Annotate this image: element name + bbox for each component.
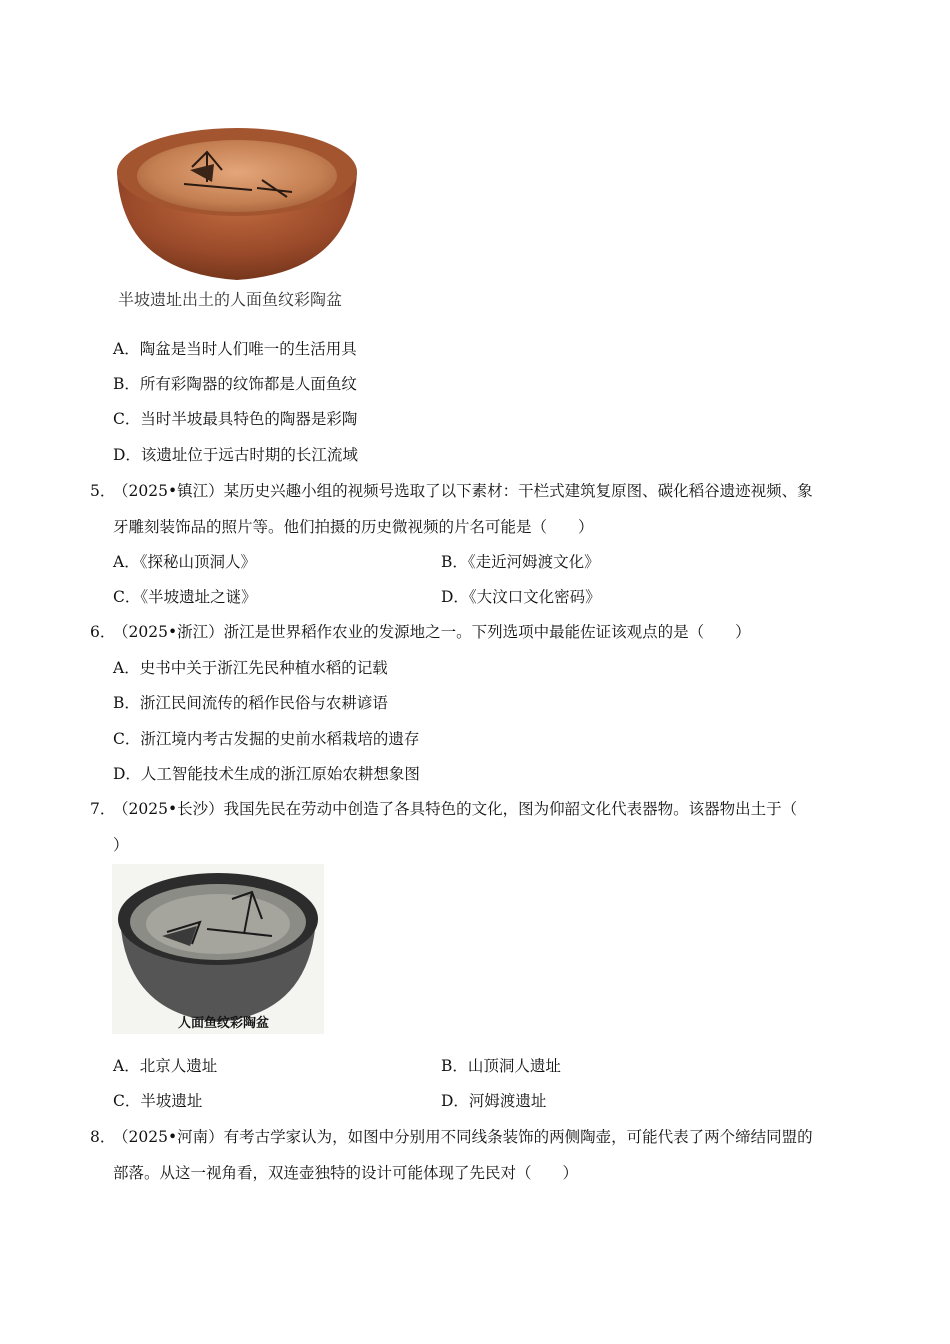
q7-option-c: C．半坡遗址 <box>113 1092 203 1110</box>
q8-stem-line1: （2025•河南）有考古学家认为，如图中分别用不同线条装饰的两侧陶壶，可能代表了两个缔结同盟的 <box>113 1128 813 1146</box>
q8-stem-line2: 部落。从这一视角看，双连壶独特的设计可能体现了先民对（ ） <box>113 1164 579 1182</box>
sketch-bowl-illustration <box>112 864 324 1034</box>
pottery-bowl-photo <box>112 122 362 287</box>
q4-option-b: B．所有彩陶器的纹饰都是人面鱼纹 <box>113 375 357 393</box>
q5-option-c: C．《半坡遗址之谜》 <box>113 588 257 606</box>
q8-number: 8． <box>90 1128 116 1146</box>
q5-option-d: D．《大汶口文化密码》 <box>441 588 601 606</box>
figure2-caption: 人面鱼纹彩陶盆 <box>178 1016 270 1031</box>
q5-stem-line1: （2025•镇江）某历史兴趣小组的视频号选取了以下素材：干栏式建筑复原图、碳化稻谷遗迹视频、象 <box>113 482 813 500</box>
q6-number: 6． <box>90 623 116 641</box>
q7-stem-line2: ） <box>113 836 129 854</box>
q5-option-b: B．《走近河姆渡文化》 <box>441 553 600 571</box>
pottery-bowl-illustration <box>112 122 362 287</box>
q4-option-d: D．该遗址位于远古时期的长江流域 <box>113 446 358 464</box>
q4-option-c: C．当时半坡最具特色的陶器是彩陶 <box>113 410 358 428</box>
q6-option-c: C．浙江境内考古发掘的史前水稻栽培的遗存 <box>113 730 420 748</box>
q6-option-b: B．浙江民间流传的稻作民俗与农耕谚语 <box>113 694 388 712</box>
q7-option-a: A．北京人遗址 <box>113 1057 218 1075</box>
q6-stem-line1: （2025•浙江）浙江是世界稻作农业的发源地之一。下列选项中最能佐证该观点的是（ ） <box>113 623 751 641</box>
q6-option-a: A．史书中关于浙江先民种植水稻的记载 <box>113 659 388 677</box>
q7-stem-line1: （2025•长沙）我国先民在劳动中创造了各具特色的文化，图为仰韶文化代表器物。该器物出土于（ <box>113 800 798 818</box>
q4-option-a: A．陶盆是当时人们唯一的生活用具 <box>113 340 357 358</box>
q5-option-a: A．《探秘山顶洞人》 <box>113 553 256 571</box>
q6-option-d: D．人工智能技术生成的浙江原始农耕想象图 <box>113 765 420 783</box>
q7-option-d: D．河姆渡遗址 <box>441 1092 547 1110</box>
figure-caption: 半坡遗址出土的人面鱼纹彩陶盆 <box>118 290 343 309</box>
q5-number: 5． <box>90 482 116 500</box>
q5-stem-line2: 牙雕刻装饰品的照片等。他们拍摄的历史微视频的片名可能是（ ） <box>113 518 594 536</box>
q7-option-b: B．山顶洞人遗址 <box>441 1057 561 1075</box>
pottery-bowl-sketch <box>112 864 324 1034</box>
q7-number: 7． <box>90 800 116 818</box>
